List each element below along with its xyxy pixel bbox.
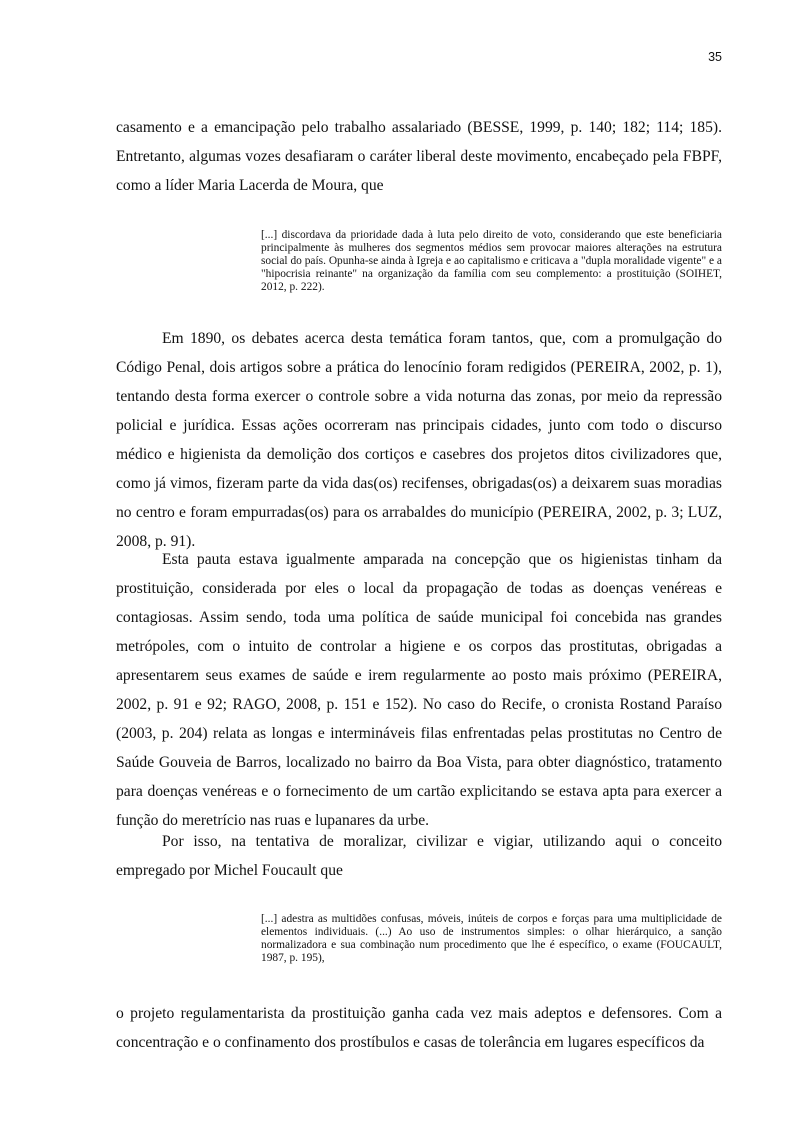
paragraph-4: Por isso, na tentativa de moralizar, civilizar e vigiar, utilizando aqui o conceito empregado por Michel Foucault que (116, 833, 722, 879)
block-quote-2: [...] adestra as multidões confusas, móveis, inúteis de corpos e forças para uma multiplicidade de elementos individuais. (...) Ao uso de instrumentos simples: o olhar hierárquico, a sanção normalizadora e sua combinação num procedimento que lhe é específico, o exame (FOUCAULT, 1987, p. 195), (261, 913, 722, 964)
paragraph-1: casamento e a emancipação pelo trabalho assalariado (BESSE, 1999, p. 140; 182; 114; 185). Entretanto, algumas vozes desafiaram o caráter liberal deste movimento, encabeçado pela FBPF, como a líder Maria Lacerda de Moura, que (116, 119, 722, 194)
page-number: 35 (708, 50, 722, 64)
paragraph-5: o projeto regulamentarista da prostituição ganha cada vez mais adeptos e defensores. Com a concentração e o confinamento dos prostíbulos e casas de tolerância em lugares específicos da (116, 1005, 722, 1051)
paragraph-3: Esta pauta estava igualmente amparada na concepção que os higienistas tinham da prostituição, considerada por eles o local da propagação de todas as doenças venéreas e contagiosas. Assim sendo, toda uma política de saúde municipal foi concebida nas grandes metrópoles, com o intuito de controlar a higiene e os corpos das prostitutas, obrigadas a apresentarem seus exames de saúde e irem regularmente ao posto mais próximo (PEREIRA, 2002, p. 91 e 92; RAGO, 2008, p. 151 e 152). No caso do Recife, o cronista Rostand Paraíso (2003, p. 204) relata as longas e intermináveis filas enfrentadas pelas prostitutas no Centro de Saúde Gouveia de Barros, localizado no bairro da Boa Vista, para obter diagnóstico, tratamento para doenças venéreas e o fornecimento de um cartão explicitando se estava apta para exercer a função do meretrício nas ruas e lupanares da urbe. (116, 551, 722, 829)
paragraph-2: Em 1890, os debates acerca desta temática foram tantos, que, com a promulgação do Código Penal, dois artigos sobre a prática do lenocínio foram redigidos (PEREIRA, 2002, p. 1), tentando desta forma exercer o controle sobre a vida noturna das zonas, por meio da repressão policial e jurídica. Essas ações ocorreram nas principais cidades, junto com todo o discurso médico e higienista da demolição dos cortiços e casebres dos projetos ditos civilizadores que, como já vimos, fizeram parte da vida das(os) recifenses, obrigadas(os) a deixarem suas moradias no centro e foram empurradas(os) para os arrabaldes do município (PEREIRA, 2002, p. 3; LUZ, 2008, p. 91). (116, 330, 722, 550)
block-quote-1: [...] discordava da prioridade dada à luta pelo direito de voto, considerando que este beneficiaria principalmente às mulheres dos segmentos médios sem provocar maiores alterações na estrutura social do país. Opunha-se ainda à Igreja e ao capitalismo e criticava a "dupla moralidade vigente" e a "hipocrisia reinante" na organização da família com seu complemento: a prostituição (SOIHET, 2012, p. 222). (261, 229, 722, 293)
